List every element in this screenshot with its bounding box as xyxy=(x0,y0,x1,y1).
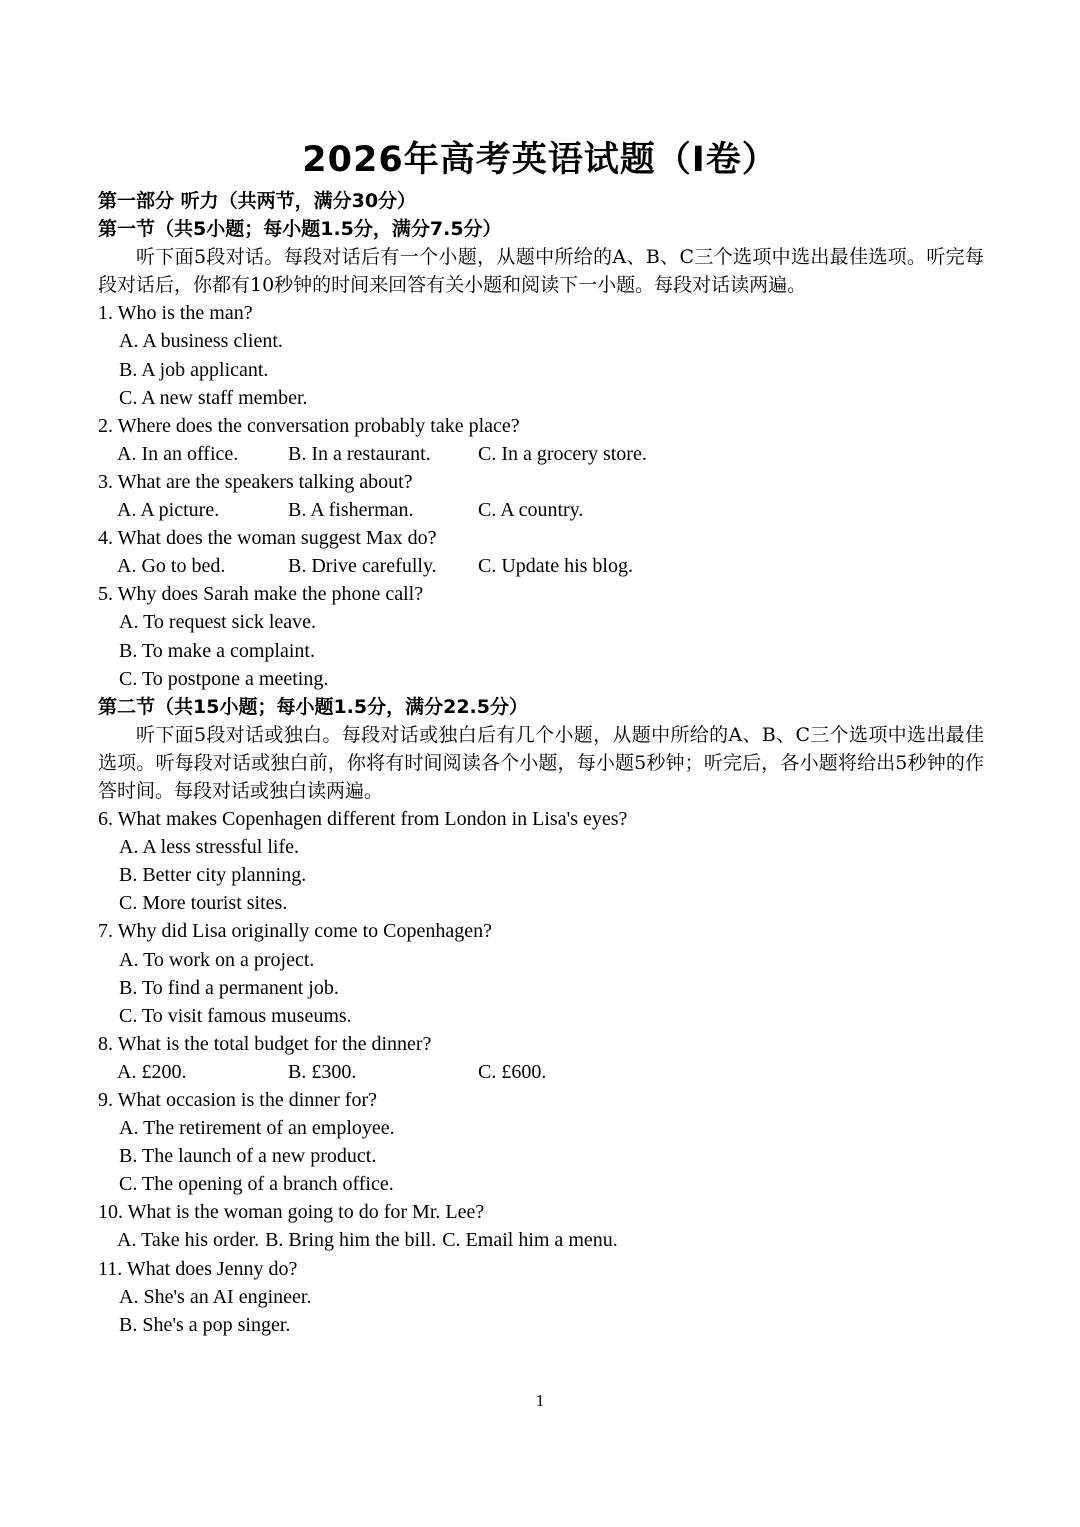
q2-option-a: A. In an office. xyxy=(117,442,239,465)
q6-option-a: A. A less stressful life. xyxy=(119,836,299,859)
q3-option-c: C. A country. xyxy=(478,499,584,522)
q4-option-b: B. Drive carefully. xyxy=(288,555,437,578)
question-5: 5. Why does Sarah make the phone call? xyxy=(98,583,424,606)
q10-option-c: C. Email him a menu. xyxy=(442,1229,618,1252)
q5-option-a: A. To request sick leave. xyxy=(119,611,317,634)
question-6: 6. What makes Copenhagen different from London in Lisa's eyes? xyxy=(98,808,628,831)
q2-options xyxy=(98,440,984,468)
q7-option-b: B. To find a permanent job. xyxy=(119,976,339,999)
question-10: 10. What is the woman going to do for Mr. Lee? xyxy=(98,1201,485,1224)
question-2: 2. Where does the conversation probably take place? xyxy=(98,414,520,437)
q10-options xyxy=(98,1226,984,1254)
q6-option-b: B. Better city planning. xyxy=(119,864,307,887)
page-number: 1 xyxy=(535,1391,545,1410)
question-4: 4. What does the woman suggest Max do? xyxy=(98,527,437,550)
q1-option-b: B. A job applicant. xyxy=(119,358,269,381)
q10-option-b: B. Bring him the bill. xyxy=(265,1229,437,1252)
q11-option-b: B. She's a pop singer. xyxy=(119,1313,291,1336)
q11-option-a: A. She's an AI engineer. xyxy=(119,1285,312,1308)
q10-option-a: A. Take his order. xyxy=(117,1229,260,1252)
page-content xyxy=(98,187,984,1339)
q9-option-a: A. The retirement of an employee. xyxy=(119,1117,395,1140)
question-3: 3. What are the speakers talking about? xyxy=(98,470,413,493)
q4-option-a: A. Go to bed. xyxy=(117,555,226,578)
exam-title: 2026年高考英语试题（I卷） xyxy=(302,140,778,180)
q8-options xyxy=(98,1058,984,1086)
q7-option-a: A. To work on a project. xyxy=(119,948,315,971)
q7-option-c: C. To visit famous museums. xyxy=(119,1004,352,1027)
q8-option-a: A. £200. xyxy=(117,1060,187,1083)
q5-option-c: C. To postpone a meeting. xyxy=(119,667,329,690)
q1-option-a: A. A business client. xyxy=(119,330,283,353)
q9-option-b: B. The launch of a new product. xyxy=(119,1145,377,1168)
q4-option-c: C. Update his blog. xyxy=(478,555,633,578)
section1-instructions: 听下面5段对话。每段对话后有一个小题，从题中所给的A、B、C三个选项中选出最佳选项。听完每段对话后，你都有10秒钟的时间来回答有关小题和阅读下一小题。每段对话读两遍。 xyxy=(98,246,984,297)
question-11: 11. What does Jenny do? xyxy=(98,1257,298,1280)
q9-option-c: C. The opening of a branch office. xyxy=(119,1173,394,1196)
q4-options xyxy=(98,552,984,580)
question-1: 1. Who is the man? xyxy=(98,302,253,325)
section1-heading: 第一节（共5小题；每小题1.5分，满分7.5分） xyxy=(98,218,502,241)
q8-option-b: B. £300. xyxy=(288,1060,357,1083)
q5-option-b: B. To make a complaint. xyxy=(119,639,315,662)
question-8: 8. What is the total budget for the dinner? xyxy=(98,1032,432,1055)
question-9: 9. What occasion is the dinner for? xyxy=(98,1089,377,1111)
q2-option-b: B. In a restaurant. xyxy=(288,442,431,465)
q8-option-c: C. £600. xyxy=(478,1060,547,1083)
part1-heading: 第一部分 听力（共两节，满分30分） xyxy=(98,190,417,212)
q1-option-c: C. A new staff member. xyxy=(119,386,308,409)
q6-option-c: C. More tourist sites. xyxy=(119,892,288,915)
section2-heading: 第二节（共15小题；每小题1.5分，满分22.5分） xyxy=(98,695,528,718)
question-7: 7. Why did Lisa originally come to Copenhagen? xyxy=(98,920,492,943)
section2-instructions: 听下面5段对话或独白。每段对话或独白后有几个小题，从题中所给的A、B、C三个选项中选出最佳选项。听每段对话或独白前，你将有时间阅读各个小题，每小题5秒钟；听完后，各小题将给出5秒钟的作答时间。每段对话或独白读两遍。 xyxy=(98,723,984,802)
q2-option-c: C. In a grocery store. xyxy=(478,442,647,465)
q3-options xyxy=(98,496,984,524)
q3-option-a: A. A picture. xyxy=(117,499,220,522)
q3-option-b: B. A fisherman. xyxy=(288,499,414,522)
